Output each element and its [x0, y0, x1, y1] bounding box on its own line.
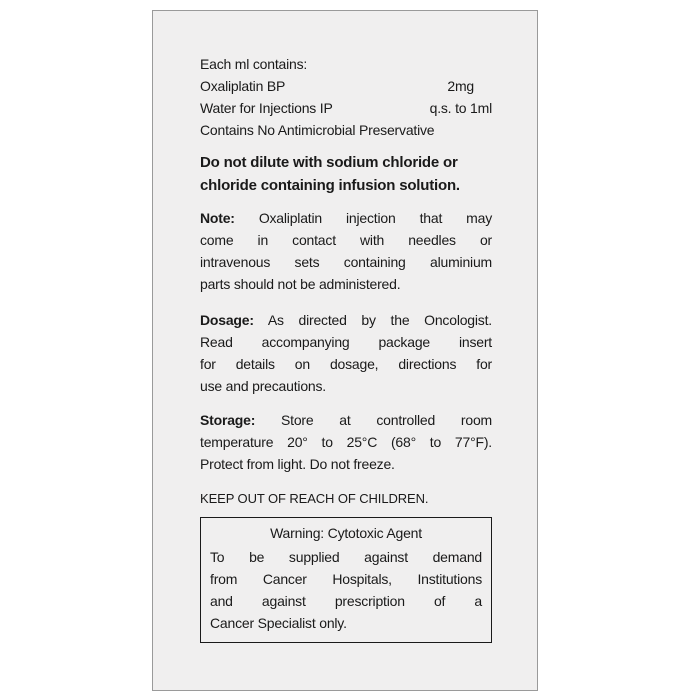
warning-line: from Cancer Hospitals, Institutions — [210, 571, 482, 587]
composition-heading: Each ml contains: — [200, 56, 308, 72]
storage-line: temperature 20° to 25°C (68° to 77°F). — [200, 434, 492, 450]
warning-line: Cancer Specialist only. — [210, 615, 347, 631]
dosage-line: use and precautions. — [200, 378, 326, 394]
preservative-note: Contains No Antimicrobial Preservative — [200, 122, 435, 138]
note-section — [200, 207, 492, 295]
note-line: parts should not be administered. — [200, 276, 401, 292]
ingredient-name: Water for Injections IP — [200, 100, 333, 116]
dosage-line: for details on dosage, directions for — [200, 356, 492, 372]
composition-section — [200, 53, 492, 141]
ingredient-name: Oxaliplatin BP — [200, 78, 286, 94]
dosage-line — [200, 309, 492, 331]
keep-out-notice: KEEP OUT OF REACH OF CHILDREN. — [200, 491, 429, 506]
storage-section — [200, 409, 492, 475]
composition-row — [200, 75, 492, 97]
dosage-text: As directed by the Oncologist. — [267, 312, 492, 328]
ingredient-qty: 2mg — [447, 78, 474, 94]
dilution-warning-line: Do not dilute with sodium chloride or — [200, 154, 458, 171]
note-line: come in contact with needles or — [200, 232, 492, 248]
storage-text: Store at controlled room — [281, 412, 492, 428]
dilution-warning — [200, 151, 492, 197]
warning-box — [200, 517, 492, 643]
storage-label: Storage: — [200, 412, 256, 428]
dosage-section — [200, 309, 492, 397]
warning-line: To be supplied against demand — [210, 549, 482, 565]
dilution-warning-line: chloride containing infusion solution. — [200, 177, 460, 194]
label-content — [200, 53, 492, 643]
dosage-label: Dosage: — [200, 312, 254, 328]
ingredient-qty: q.s. to 1ml — [429, 100, 492, 116]
storage-line — [200, 409, 492, 431]
warning-title: Warning: Cytotoxic Agent — [270, 525, 422, 541]
storage-line: Protect from light. Do not freeze. — [200, 456, 395, 472]
warning-line: and against prescription of a — [210, 593, 482, 609]
note-label: Note: — [200, 210, 235, 226]
composition-row — [200, 97, 492, 119]
label-panel — [152, 10, 538, 691]
dosage-line: Read accompanying package insert — [200, 334, 492, 350]
note-line — [200, 207, 492, 229]
note-line: intravenous sets containing aluminium — [200, 254, 492, 270]
note-text: Oxaliplatin injection that may — [258, 210, 492, 226]
